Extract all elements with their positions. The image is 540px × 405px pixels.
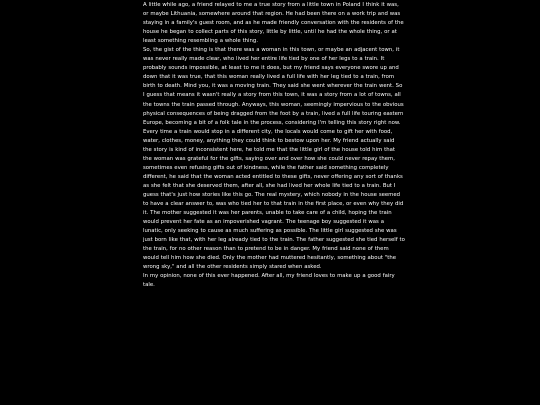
story-text-block <box>143 1 405 291</box>
story-paragraph-2: So, the gist of the thing is that there was a woman in this town, or maybe an adjacent town, it was never really made clear, who lived her entire life tied by one of her legs to a train. It probably sounds impossible, at least to me it does, but my friend says everyone swore up and down that it was true, that this woman really lived a full life with her leg tied to a train, from birth to death. Mind you, it was a moving train. They said she went wherever the train went. So I guess that means it wasn't really a story from this town, it was a story from a lot of towns, all the towns the train passed through. Anyways, this woman, seemingly impervious to the obvious physical consequences of being dragged from the foot by a train, lived a full life touring eastern Europe, becoming a bit of a folk tale in the process, considering I'm telling this story right now. Every time a train would stop in a different city, the locals would come to gift her with food, water, clothes, money, anything they could think to bestow upon her. My friend actually said the story is kind of inconsistent here, he told me that the little girl of the house told him that the woman was grateful for the gifts, saying over and over how she could never repay them, sometimes even refusing gifts out of kindness, while the father said something completely different, he said that the woman acted entitled to these gifts, never offering any sort of thanks as she felt that she deserved them, after all, she had lived her whole life tied to a train. But I guess that's just how stories like this go. The real mystery, which nobody in the house seemed to have a clear answer to, was who tied her to that train in the first place, or even why they did it. The mother suggested it was her parents, unable to take care of a child, hoping the train would prevent her fate as an impoverished vagrant. The teenage boy suggested it was a lunatic, only seeking to cause as much suffering as possible. The little girl suggested she was just born like that, with her leg already tied to the train. The father suggested she tied herself to the train, for no other reason than to pretend to be in danger. My friend said none of them would tell him how she died. Only the mother had muttered hesitantly, something about "the wrong sky," and all the other residents simply stared when asked. <box>143 47 405 271</box>
story-paragraph-3: In my opinion, none of this ever happened. After all, my friend loves to make up a good fairy tale. <box>143 273 395 289</box>
story-paragraph-1: A little while ago, a friend relayed to me a true story from a little town in Poland I think it was, or maybe Lithuania, somewhere around that region. He had been there on a work trip and was staying in a family's guest room, and as he made friendly conversation with the residents of the house he began to collect parts of this story, little by little, until he had the whole thing, or at least something resembling a whole thing. <box>143 2 404 45</box>
